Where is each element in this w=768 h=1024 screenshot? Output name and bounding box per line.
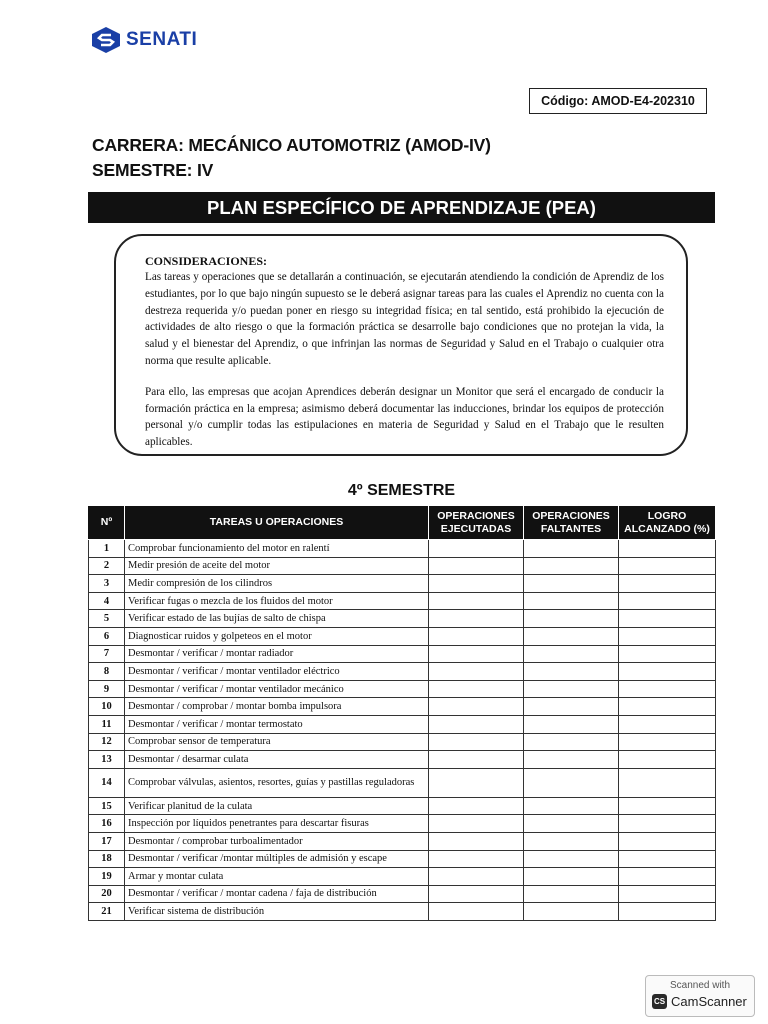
- row-num: 21: [89, 903, 125, 921]
- table-row: [89, 627, 716, 645]
- row-pending-cell[interactable]: [524, 903, 619, 921]
- row-pending-cell[interactable]: [524, 540, 619, 558]
- table-row: [89, 768, 716, 797]
- row-task: Verificar planitud de la culata: [125, 797, 429, 815]
- row-num: 5: [89, 610, 125, 628]
- table-row: [89, 868, 716, 886]
- row-achievement-cell[interactable]: [619, 903, 716, 921]
- row-achievement-cell[interactable]: [619, 850, 716, 868]
- row-executed-cell[interactable]: [429, 885, 524, 903]
- row-pending-cell[interactable]: [524, 663, 619, 681]
- table-row: [89, 592, 716, 610]
- row-num: 14: [89, 768, 125, 797]
- row-pending-cell[interactable]: [524, 610, 619, 628]
- row-task: Armar y montar culata: [125, 868, 429, 886]
- row-task: Desmontar / verificar / montar cadena / faja de distribución: [125, 885, 429, 903]
- row-executed-cell[interactable]: [429, 768, 524, 797]
- row-executed-cell[interactable]: [429, 850, 524, 868]
- row-executed-cell[interactable]: [429, 627, 524, 645]
- row-executed-cell[interactable]: [429, 832, 524, 850]
- row-achievement-cell[interactable]: [619, 768, 716, 797]
- camscanner-brand-row: [652, 994, 747, 1009]
- row-num: 20: [89, 885, 125, 903]
- scanned-with-label: Scanned with: [669, 980, 731, 991]
- row-task: Desmontar / desarmar culata: [125, 751, 429, 769]
- table-row: [89, 575, 716, 593]
- row-pending-cell[interactable]: [524, 797, 619, 815]
- row-achievement-cell[interactable]: [619, 751, 716, 769]
- row-task: Desmontar / comprobar turboalimentador: [125, 832, 429, 850]
- table-row: [89, 698, 716, 716]
- row-pending-cell[interactable]: [524, 733, 619, 751]
- row-achievement-cell[interactable]: [619, 610, 716, 628]
- row-task: Desmontar / verificar /montar múltiples de admisión y escape: [125, 850, 429, 868]
- row-executed-cell[interactable]: [429, 698, 524, 716]
- table-row: [89, 885, 716, 903]
- row-achievement-cell[interactable]: [619, 715, 716, 733]
- row-num: 13: [89, 751, 125, 769]
- document-code: Código: AMOD-E4-202310: [529, 88, 707, 114]
- row-executed-cell[interactable]: [429, 557, 524, 575]
- row-num: 4: [89, 592, 125, 610]
- row-achievement-cell[interactable]: [619, 832, 716, 850]
- table-row: [89, 540, 716, 558]
- row-task: Desmontar / comprobar / montar bomba impulsora: [125, 698, 429, 716]
- table-row: [89, 680, 716, 698]
- senati-logo-icon: [92, 27, 120, 53]
- row-task: Desmontar / verificar / montar radiador: [125, 645, 429, 663]
- row-task: Comprobar válvulas, asientos, resortes, guías y pastillas reguladoras: [125, 768, 429, 797]
- table-row: [89, 797, 716, 815]
- row-num: 8: [89, 663, 125, 681]
- row-achievement-cell[interactable]: [619, 627, 716, 645]
- row-num: 3: [89, 575, 125, 593]
- row-task: Desmontar / verificar / montar ventilador mecánico: [125, 680, 429, 698]
- row-achievement-cell[interactable]: [619, 557, 716, 575]
- row-task: Comprobar sensor de temperatura: [125, 733, 429, 751]
- row-num: 2: [89, 557, 125, 575]
- row-achievement-cell[interactable]: [619, 868, 716, 886]
- row-task: Desmontar / verificar / montar termostato: [125, 715, 429, 733]
- row-executed-cell[interactable]: [429, 797, 524, 815]
- career-title: CARRERA: MECÁNICO AUTOMOTRIZ (AMOD-IV): [92, 135, 491, 155]
- header-task: TAREAS U OPERACIONES: [125, 506, 429, 540]
- row-executed-cell[interactable]: [429, 540, 524, 558]
- row-pending-cell[interactable]: [524, 868, 619, 886]
- row-task: Verificar fugas o mezcla de los fluidos del motor: [125, 592, 429, 610]
- row-num: 17: [89, 832, 125, 850]
- camscanner-brand: CamScanner: [671, 994, 747, 1009]
- row-task: Inspección por líquidos penetrantes para descartar fisuras: [125, 815, 429, 833]
- header-achievement: LOGRO ALCANZADO (%): [619, 506, 716, 540]
- row-achievement-cell[interactable]: [619, 797, 716, 815]
- row-num: 1: [89, 540, 125, 558]
- row-executed-cell[interactable]: [429, 663, 524, 681]
- row-pending-cell[interactable]: [524, 885, 619, 903]
- senati-logo: [92, 27, 197, 53]
- row-task: Verificar estado de las bujías de salto de chispa: [125, 610, 429, 628]
- row-executed-cell[interactable]: [429, 610, 524, 628]
- row-executed-cell[interactable]: [429, 903, 524, 921]
- table-row: [89, 815, 716, 833]
- row-num: 6: [89, 627, 125, 645]
- row-achievement-cell[interactable]: [619, 733, 716, 751]
- header-num: Nº: [89, 506, 125, 540]
- row-executed-cell[interactable]: [429, 868, 524, 886]
- semester-heading: 4º SEMESTRE: [347, 482, 456, 499]
- table-row: [89, 715, 716, 733]
- camscanner-watermark: [645, 975, 755, 1017]
- row-task: Verificar sistema de distribución: [125, 903, 429, 921]
- table-row: [89, 903, 716, 921]
- row-pending-cell[interactable]: [524, 645, 619, 663]
- header-pending: OPERACIONES FALTANTES: [524, 506, 619, 540]
- row-executed-cell[interactable]: [429, 575, 524, 593]
- row-pending-cell[interactable]: [524, 698, 619, 716]
- row-achievement-cell[interactable]: [619, 663, 716, 681]
- considerations-paragraph-1: Las tareas y operaciones que se detallarán a continuación, se ejecutarán atendiendo la condición de Aprendiz de los estudiantes, por lo que bajo ningún supuesto se le deberá asignar tareas para las cuales el Aprendiz no cuenta con la destreza requerida y/o puedan poner en riesgo su integridad física; en tal sentido, está prohibido la ejecución de actividades de alto riesgo o que la formación práctica se desarrolle bajo condiciones que no protejan la vida, la salud y el bienestar del Aprendiz, o que infrinjan las normas de Seguridad y Salud en el Trabajo o cualquier otra norma que resulte aplicable.: [145, 271, 664, 367]
- table-row: [89, 663, 716, 681]
- row-task: Medir compresión de los cilindros: [125, 575, 429, 593]
- row-achievement-cell[interactable]: [619, 540, 716, 558]
- row-pending-cell[interactable]: [524, 575, 619, 593]
- row-achievement-cell[interactable]: [619, 885, 716, 903]
- row-pending-cell[interactable]: [524, 832, 619, 850]
- row-task: Medir presión de aceite del motor: [125, 557, 429, 575]
- row-achievement-cell[interactable]: [619, 698, 716, 716]
- row-pending-cell[interactable]: [524, 850, 619, 868]
- row-task: Comprobar funcionamiento del motor en ralentí: [125, 540, 429, 558]
- header-executed: OPERACIONES EJECUTADAS: [429, 506, 524, 540]
- table-row: [89, 733, 716, 751]
- row-achievement-cell[interactable]: [619, 575, 716, 593]
- row-executed-cell[interactable]: [429, 815, 524, 833]
- row-achievement-cell[interactable]: [619, 645, 716, 663]
- row-pending-cell[interactable]: [524, 557, 619, 575]
- table-row: [89, 850, 716, 868]
- row-executed-cell[interactable]: [429, 751, 524, 769]
- row-executed-cell[interactable]: [429, 733, 524, 751]
- row-num: 9: [89, 680, 125, 698]
- table-row: [89, 645, 716, 663]
- camscanner-icon: CS: [652, 994, 667, 1009]
- considerations-paragraph-2: Para ello, las empresas que acojan Aprendices deberán designar un Monitor que será el encargado de conducir la formación práctica en la empresa; asimismo deberá documentar las inducciones, brindar los equipos de protección personal y/o cumplir todas las estipulaciones en materia de Seguridad y Salud en el Trabajo que le resulten aplicables.: [145, 385, 664, 449]
- considerations-title: CONSIDERACIONES:: [145, 254, 268, 268]
- row-pending-cell[interactable]: [524, 627, 619, 645]
- row-num: 12: [89, 733, 125, 751]
- table-header-row: [89, 506, 716, 540]
- row-num: 10: [89, 698, 125, 716]
- row-achievement-cell[interactable]: [619, 680, 716, 698]
- row-achievement-cell[interactable]: [619, 815, 716, 833]
- row-executed-cell[interactable]: [429, 645, 524, 663]
- row-pending-cell[interactable]: [524, 680, 619, 698]
- table-row: [89, 751, 716, 769]
- row-executed-cell[interactable]: [429, 680, 524, 698]
- row-num: 16: [89, 815, 125, 833]
- row-num: 11: [89, 715, 125, 733]
- considerations-box: [114, 234, 688, 456]
- row-achievement-cell[interactable]: [619, 592, 716, 610]
- table-row: [89, 610, 716, 628]
- row-num: 19: [89, 868, 125, 886]
- row-pending-cell[interactable]: [524, 815, 619, 833]
- semester-title: SEMESTRE: IV: [92, 160, 214, 180]
- row-pending-cell[interactable]: [524, 751, 619, 769]
- row-num: 15: [89, 797, 125, 815]
- tasks-table: [88, 505, 716, 921]
- logo-text: SENATI: [126, 29, 198, 50]
- row-pending-cell[interactable]: [524, 715, 619, 733]
- row-pending-cell[interactable]: [524, 592, 619, 610]
- table-row: [89, 832, 716, 850]
- row-executed-cell[interactable]: [429, 715, 524, 733]
- row-num: 18: [89, 850, 125, 868]
- row-pending-cell[interactable]: [524, 768, 619, 797]
- table-row: [89, 557, 716, 575]
- page-title: PLAN ESPECÍFICO DE APRENDIZAJE (PEA): [88, 192, 715, 223]
- row-executed-cell[interactable]: [429, 592, 524, 610]
- row-task: Diagnosticar ruidos y golpeteos en el motor: [125, 627, 429, 645]
- row-task: Desmontar / verificar / montar ventilador eléctrico: [125, 663, 429, 681]
- row-num: 7: [89, 645, 125, 663]
